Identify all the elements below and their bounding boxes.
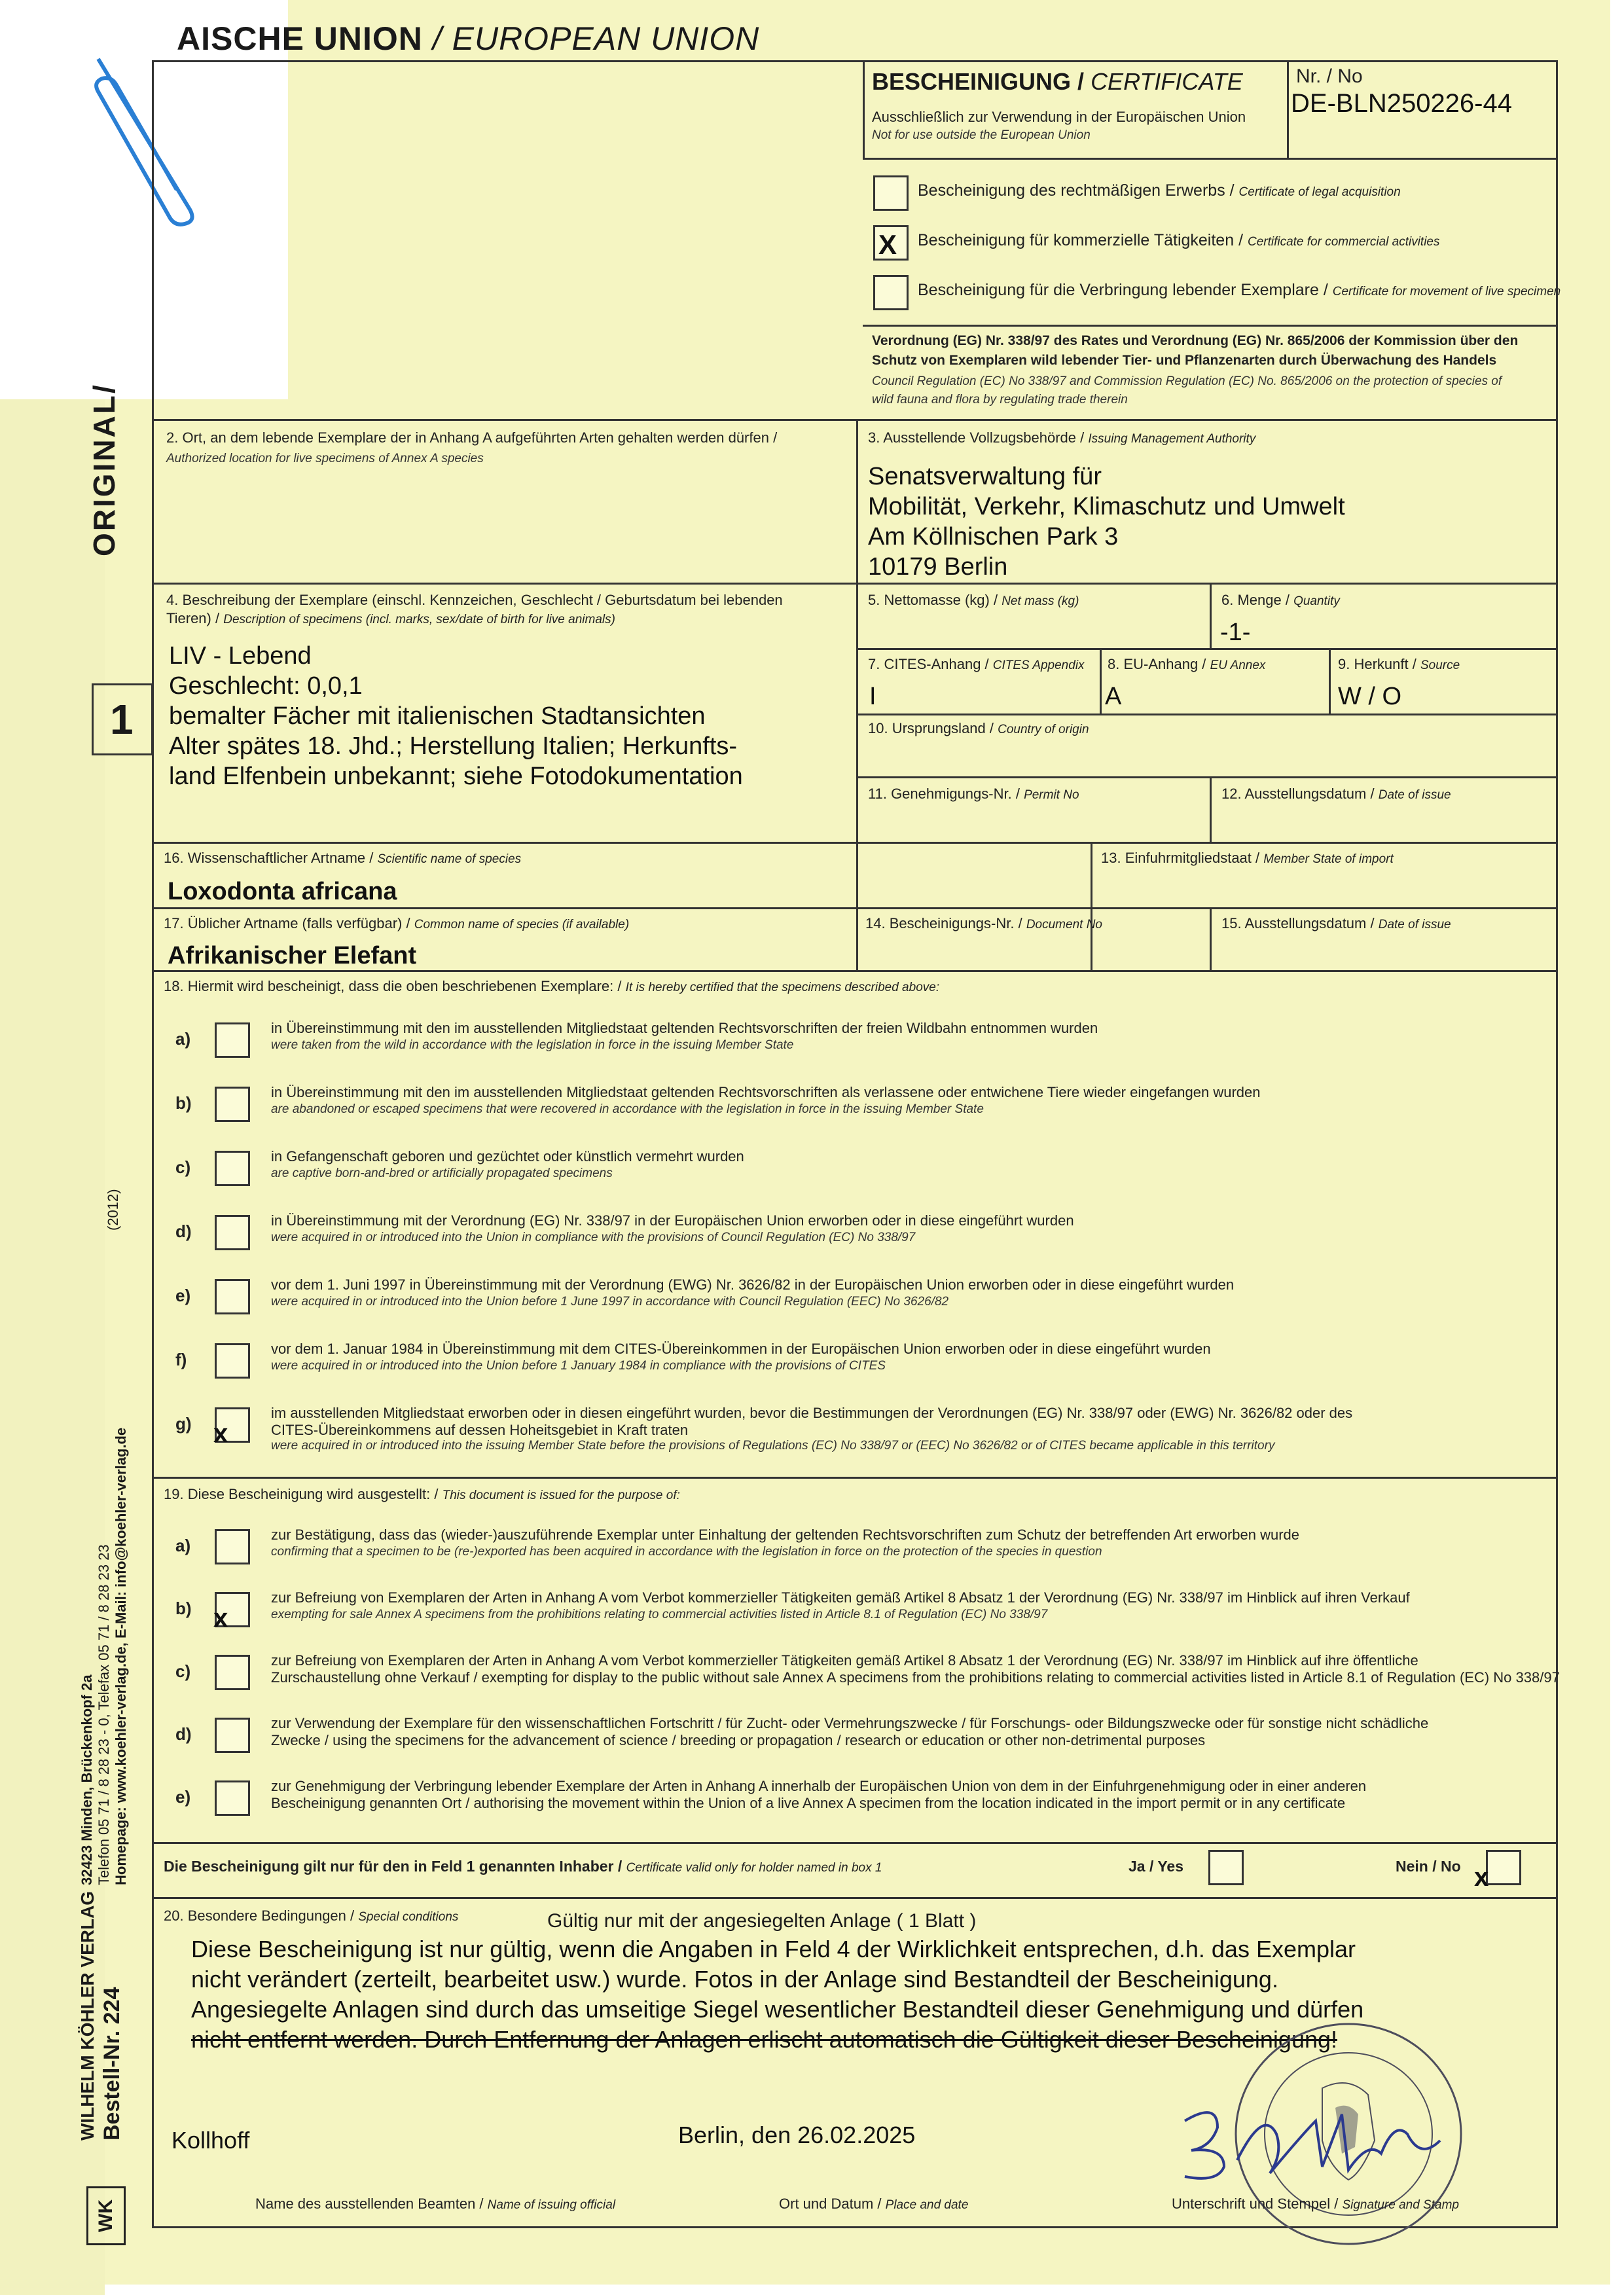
item-text-de: zur Verwendung der Exemplare für den wissenschaftlichen Fortschritt / für Zucht- oder Vermehrungszwecke / für Forschungs- oder Bildungszwecke oder für sonstige nicht schädliche <box>271 1715 1429 1731</box>
field4-line-1: LIV - Lebend <box>169 642 312 670</box>
item-text-en: were acquired in or introduced into the Union before 1 June 1997 in accordance with Council Regulation (EEC) No 3626/82 <box>271 1295 949 1309</box>
field20-line-1: Diese Bescheinigung ist nur gültig, wenn die Angaben in Feld 4 der Wirklichkeit entsprechen, d.h. das Exemplar <box>191 1936 1356 1962</box>
item-letter: g) <box>175 1414 192 1434</box>
field20-line-4: nicht entfernt werden. Durch Entfernung der Anlagen erlischt automatisch die Gültigkeit dieser Bescheinigung! <box>191 2026 1338 2053</box>
field16-label: 16. Wissenschaftlicher Artname / Scientific name of species <box>164 850 522 866</box>
item-mark: x <box>213 1604 228 1633</box>
item-checkbox[interactable] <box>215 1343 250 1379</box>
validity-no-label: Nein / No <box>1396 1858 1461 1875</box>
validity-no-mark: x <box>1474 1863 1489 1892</box>
commercial-activities-mark: X <box>878 229 897 260</box>
field3-line-3: Am Köllnischen Park 3 <box>868 523 1119 551</box>
field3-line-2: Mobilität, Verkehr, Klimaschutz und Umwelt <box>868 493 1345 520</box>
item-text-en: exempting for sale Annex A specimens from the prohibitions relating to commercial activities listed in Article 8.1 of Regulation (EC) No 338/97 <box>271 1608 1048 1621</box>
official-name: Kollhoff <box>171 2127 250 2154</box>
item-letter: d) <box>175 1724 192 1744</box>
field12-label: 12. Ausstellungsdatum / Date of issue <box>1221 786 1451 802</box>
item-text-en: were taken from the wild in accordance with the legislation in force in the issuing Member State <box>271 1038 794 1052</box>
field17-value: Afrikanischer Elefant <box>168 942 417 969</box>
regulation-line-1: Verordnung (EG) Nr. 338/97 des Rates und Verordnung (EG) Nr. 865/2006 der Kommission über den <box>872 333 1519 348</box>
field4-label: 4. Beschreibung der Exemplare (einschl. Kennzeichen, Geschlecht / Geburtsdatum bei lebenden <box>166 592 783 608</box>
item-text-en: confirming that a specimen to be (re-)exported has been acquired in accordance with the legislation in force on the protection of the species in question <box>271 1545 1102 1559</box>
field3-line-4: 10179 Berlin <box>868 553 1008 581</box>
validity-text: Die Bescheinigung gilt nur für den in Feld 1 genannten Inhaber / Certificate valid only for holder named in box 1 <box>164 1858 882 1875</box>
field8-value: A <box>1105 683 1122 710</box>
field20-line-2: nicht verändert (zerteilt, bearbeitet usw.) wurde. Fotos in der Anlage sind Bestandteil der Bescheinigung. <box>191 1966 1278 1993</box>
validity-yes-checkbox[interactable] <box>1208 1850 1244 1885</box>
live-movement-label: Bescheinigung für die Verbringung lebender Exemplare / Certificate for movement of live specimen <box>918 281 1561 299</box>
regulation-line-4: wild fauna and flora by regulating trade therein <box>872 393 1128 407</box>
item-text-de: in Übereinstimmung mit den im ausstellenden Mitgliedstaat geltenden Rechtsvorschriften der freien Wildbahn entnommen wurden <box>271 1020 1098 1036</box>
item-letter: f) <box>175 1350 187 1369</box>
item-text-de: vor dem 1. Januar 1984 in Übereinstimmung mit dem CITES-Übereinkommen in der Europäischen Union erworben oder in diese eingeführt wurden <box>271 1341 1211 1357</box>
item-checkbox[interactable] <box>215 1215 250 1250</box>
item-text-de: zur Genehmigung der Verbringung lebender Exemplare der Arten in Anhang A innerhalb der Europäischen Union von dem in der Einfuhrgenehmigung oder in einer anderen <box>271 1778 1367 1794</box>
field2-label-en: Authorized location for live specimens of Annex A species <box>166 452 484 465</box>
union-title: AISCHE UNION <box>177 20 423 57</box>
item-checkbox[interactable] <box>215 1087 250 1122</box>
item-letter: a) <box>175 1536 191 1555</box>
item-letter: e) <box>175 1787 191 1807</box>
certificate-title: BESCHEINIGUNG / CERTIFICATE <box>872 68 1243 95</box>
form-frame <box>152 60 1558 2228</box>
item-letter: e) <box>175 1286 191 1305</box>
publisher-logo: WK <box>86 2186 126 2245</box>
copy-number: 1 <box>110 696 134 743</box>
nr-value: DE-BLN250226-44 <box>1291 89 1512 118</box>
item-letter: a) <box>175 1029 191 1049</box>
field13-label: 13. Einfuhrmitgliedstaat / Member State of import <box>1101 850 1394 866</box>
commercial-activities-label: Bescheinigung für kommerzielle Tätigkeiten / Certificate for commercial activities <box>918 231 1440 249</box>
signature-label: Unterschrift und Stempel / Signature and Stamp <box>1172 2196 1459 2212</box>
item-text-de: vor dem 1. Juni 1997 in Übereinstimmung mit der Verordnung (EWG) Nr. 3626/82 in der Europäischen Union erworben oder in diese eingeführt wurden <box>271 1276 1235 1293</box>
item-letter: b) <box>175 1599 192 1618</box>
field6-label: 6. Menge / Quantity <box>1221 592 1340 608</box>
item-letter: d) <box>175 1221 192 1241</box>
field14-label: 14. Bescheinigungs-Nr. / Document No <box>865 915 1102 931</box>
place-date: Berlin, den 26.02.2025 <box>678 2122 916 2148</box>
item-checkbox[interactable] <box>215 1718 250 1753</box>
field3-label: 3. Ausstellende Vollzugsbehörde / Issuing Management Authority <box>868 429 1256 446</box>
field10-label: 10. Ursprungsland / Country of origin <box>868 720 1089 736</box>
field9-value: W / O <box>1338 683 1402 710</box>
field4-line-4: Alter spätes 18. Jhd.; Herstellung Italien; Herkunfts- <box>169 732 738 760</box>
item-letter: c) <box>175 1157 191 1177</box>
certificate-use-en: Not for use outside the European Union <box>872 128 1091 142</box>
item-text-de: in Übereinstimmung mit den im ausstellenden Mitgliedstaat geltenden Rechtsvorschriften als verlassene oder entwichene Tiere wieder eingefangen wurden <box>271 1084 1261 1100</box>
item-checkbox[interactable] <box>215 1279 250 1314</box>
item-text-de: zur Bestätigung, dass das (wieder-)auszuführende Exemplar unter Einhaltung der geltenden Rechtsvorschriften zum Schutz der betreffenden Art erworben wurde <box>271 1527 1300 1543</box>
item-text-en: are abandoned or escaped specimens that were recovered in accordance with the legislation in force in the issuing Member State <box>271 1102 984 1116</box>
item-text-de-2: Bescheinigung genannten Ort / authorising the movement within the Union of a live Annex A specimen from the location indicated in the import permit or in any certificate <box>271 1795 1346 1811</box>
field4-line-2: Geschlecht: 0,0,1 <box>169 672 363 700</box>
item-text-de-2: CITES-Übereinkommens auf dessen Hoheitsgebiet in Kraft traten <box>271 1422 689 1438</box>
field16-value: Loxodonta africana <box>168 878 397 905</box>
item-mark: x <box>213 1419 228 1448</box>
item-text-en: were acquired in or introduced into the Union before 1 January 1984 in compliance with the provisions of CITES <box>271 1359 886 1373</box>
item-checkbox[interactable] <box>215 1151 250 1186</box>
item-checkbox[interactable] <box>215 1655 250 1690</box>
regulation-line-2: Schutz von Exemplaren wild lebender Tier- und Pflanzenarten durch Überwachung des Handels <box>872 353 1497 368</box>
validity-yes-label: Ja / Yes <box>1128 1858 1183 1875</box>
field2-label: 2. Ort, an dem lebende Exemplare der in Anhang A aufgeführten Arten gehalten werden dürfen / <box>166 429 778 446</box>
official-name-label: Name des ausstellenden Beamten / Name of issuing official <box>255 2196 616 2212</box>
publisher-name: WILHELM KÖHLER VERLAG <box>77 1890 98 2141</box>
field17-label: 17. Üblicher Artname (falls verfügbar) / Common name of species (if available) <box>164 915 630 931</box>
item-text-en: were acquired in or introduced into the Union in compliance with the provisions of Council Regulation (EC) No 338/97 <box>271 1231 916 1244</box>
original-label: ORIGINAL/ <box>87 383 121 556</box>
validity-no-checkbox[interactable] <box>1486 1850 1521 1885</box>
field4-line-5: land Elfenbein unbekannt; siehe Fotodokumentation <box>169 763 743 790</box>
field4-label-2: Tieren) / Description of specimens (incl. marks, sex/date of birth for live animals) <box>166 610 615 626</box>
publisher-order: Bestell-Nr. 224 <box>99 1987 124 2141</box>
field20-line-3: Angesiegelte Anlagen sind durch das umseitige Siegel wesentlicher Bestandteil dieser Genehmigung und dürfen <box>191 1996 1364 2023</box>
item-text-de: zur Befreiung von Exemplaren der Arten in Anhang A vom Verbot kommerzieller Tätigkeiten gemäß Artikel 8 Absatz 1 der Verordnung (EG) Nr. 338/97 im Hinblick auf ihren Verkauf <box>271 1589 1410 1606</box>
field3-line-1: Senatsverwaltung für <box>868 463 1102 490</box>
legal-acquisition-label: Bescheinigung des rechtmäßigen Erwerbs / Certificate of legal acquisition <box>918 181 1401 200</box>
field15-label: 15. Ausstellungsdatum / Date of issue <box>1221 915 1451 931</box>
field6-value: -1- <box>1220 619 1251 646</box>
item-text-de: im ausstellenden Mitgliedstaat erworben oder in diesen eingeführt wurden, bevor die Bestimmungen der Verordnungen (EG) Nr. 338/97 oder (EWG) Nr. 3626/82 oder des <box>271 1405 1353 1421</box>
publisher-web: Homepage: www.koehler-verlag.de, E-Mail: info@koehler-verlag.de <box>113 1427 129 1885</box>
publisher-phone: Telefon 05 71 / 8 28 23 - 0, Telefax 05 71 / 8 28 23 23 <box>96 1544 112 1885</box>
item-text-en: are captive born-and-bred or artificially propagated specimens <box>271 1166 613 1180</box>
publisher-year: (2012) <box>105 1189 121 1231</box>
item-letter: b) <box>175 1093 192 1113</box>
field7-label: 7. CITES-Anhang / CITES Appendix <box>868 656 1085 672</box>
item-text-de-2: Zurschaustellung ohne Verkauf / exempting for display to the public without sale Annex A specimens from the prohibitions relating to commercial activities listed in Article 8.1 of Regulation (EC) No 338/97 <box>271 1669 1560 1686</box>
item-checkbox[interactable] <box>215 1529 250 1564</box>
handwritten-signature <box>1172 2095 1460 2193</box>
item-text-de-2: Zwecke / using the specimens for the advancement of science / breeding or propagation / research or education or other non-detrimental purposes <box>271 1732 1206 1748</box>
field8-label: 8. EU-Anhang / EU Annex <box>1108 656 1266 672</box>
item-text-de: in Übereinstimmung mit der Verordnung (EG) Nr. 338/97 in der Europäischen Union erworben oder in diese eingeführt wurden <box>271 1212 1074 1229</box>
union-title-en: / EUROPEAN UNION <box>432 20 760 57</box>
item-text-de: zur Befreiung von Exemplaren der Arten in Anhang A vom Verbot kommerzieller Tätigkeiten gemäß Artikel 8 Absatz 1 der Verordnung (EG) Nr. 338/97 im Hinblick auf ihre öffentliche <box>271 1652 1418 1669</box>
field9-label: 9. Herkunft / Source <box>1338 656 1460 672</box>
field20-label: 20. Besondere Bedingungen / Special conditions <box>164 1907 459 1924</box>
publisher-address: 32423 Minden, Brückenkopf 2a <box>79 1674 95 1885</box>
field11-label: 11. Genehmigungs-Nr. / Permit No <box>868 786 1079 802</box>
certificate-use: Ausschließlich zur Verwendung in der Europäischen Union <box>872 109 1246 125</box>
nr-label: Nr. / No <box>1296 65 1363 87</box>
item-checkbox[interactable] <box>215 1780 250 1816</box>
item-text-de: in Gefangenschaft geboren und gezüchtet oder künstlich vermehrt wurden <box>271 1148 744 1165</box>
field7-value: I <box>869 683 876 710</box>
item-checkbox[interactable] <box>215 1022 250 1058</box>
frame-left-stub <box>152 60 154 753</box>
field4-line-3: bemalter Fächer mit italienischen Stadtansichten <box>169 702 706 730</box>
regulation-line-3: Council Regulation (EC) No 338/97 and Commission Regulation (EC) No. 865/2006 on the protection of species of <box>872 374 1502 388</box>
field5-label: 5. Nettomasse (kg) / Net mass (kg) <box>868 592 1079 608</box>
field19-label: 19. Diese Bescheinigung wird ausgestellt: / This document is issued for the purpose of: <box>164 1486 680 1502</box>
item-letter: c) <box>175 1661 191 1681</box>
place-date-label: Ort und Datum / Place and date <box>779 2196 969 2212</box>
item-text-en: were acquired in or introduced into the issuing Member State before the provisions of Regulations (EC) No 338/97 or (EEC) No 3626/82 or of CITES became applicable in this territory <box>271 1439 1275 1453</box>
field20-attach: Gültig nur mit der angesiegelten Anlage ( 1 Blatt ) <box>547 1910 977 1932</box>
union-header <box>177 20 759 58</box>
field18-label: 18. Hiermit wird bescheinigt, dass die oben beschriebenen Exemplare: / It is hereby certified that the specimens described above: <box>164 978 940 994</box>
